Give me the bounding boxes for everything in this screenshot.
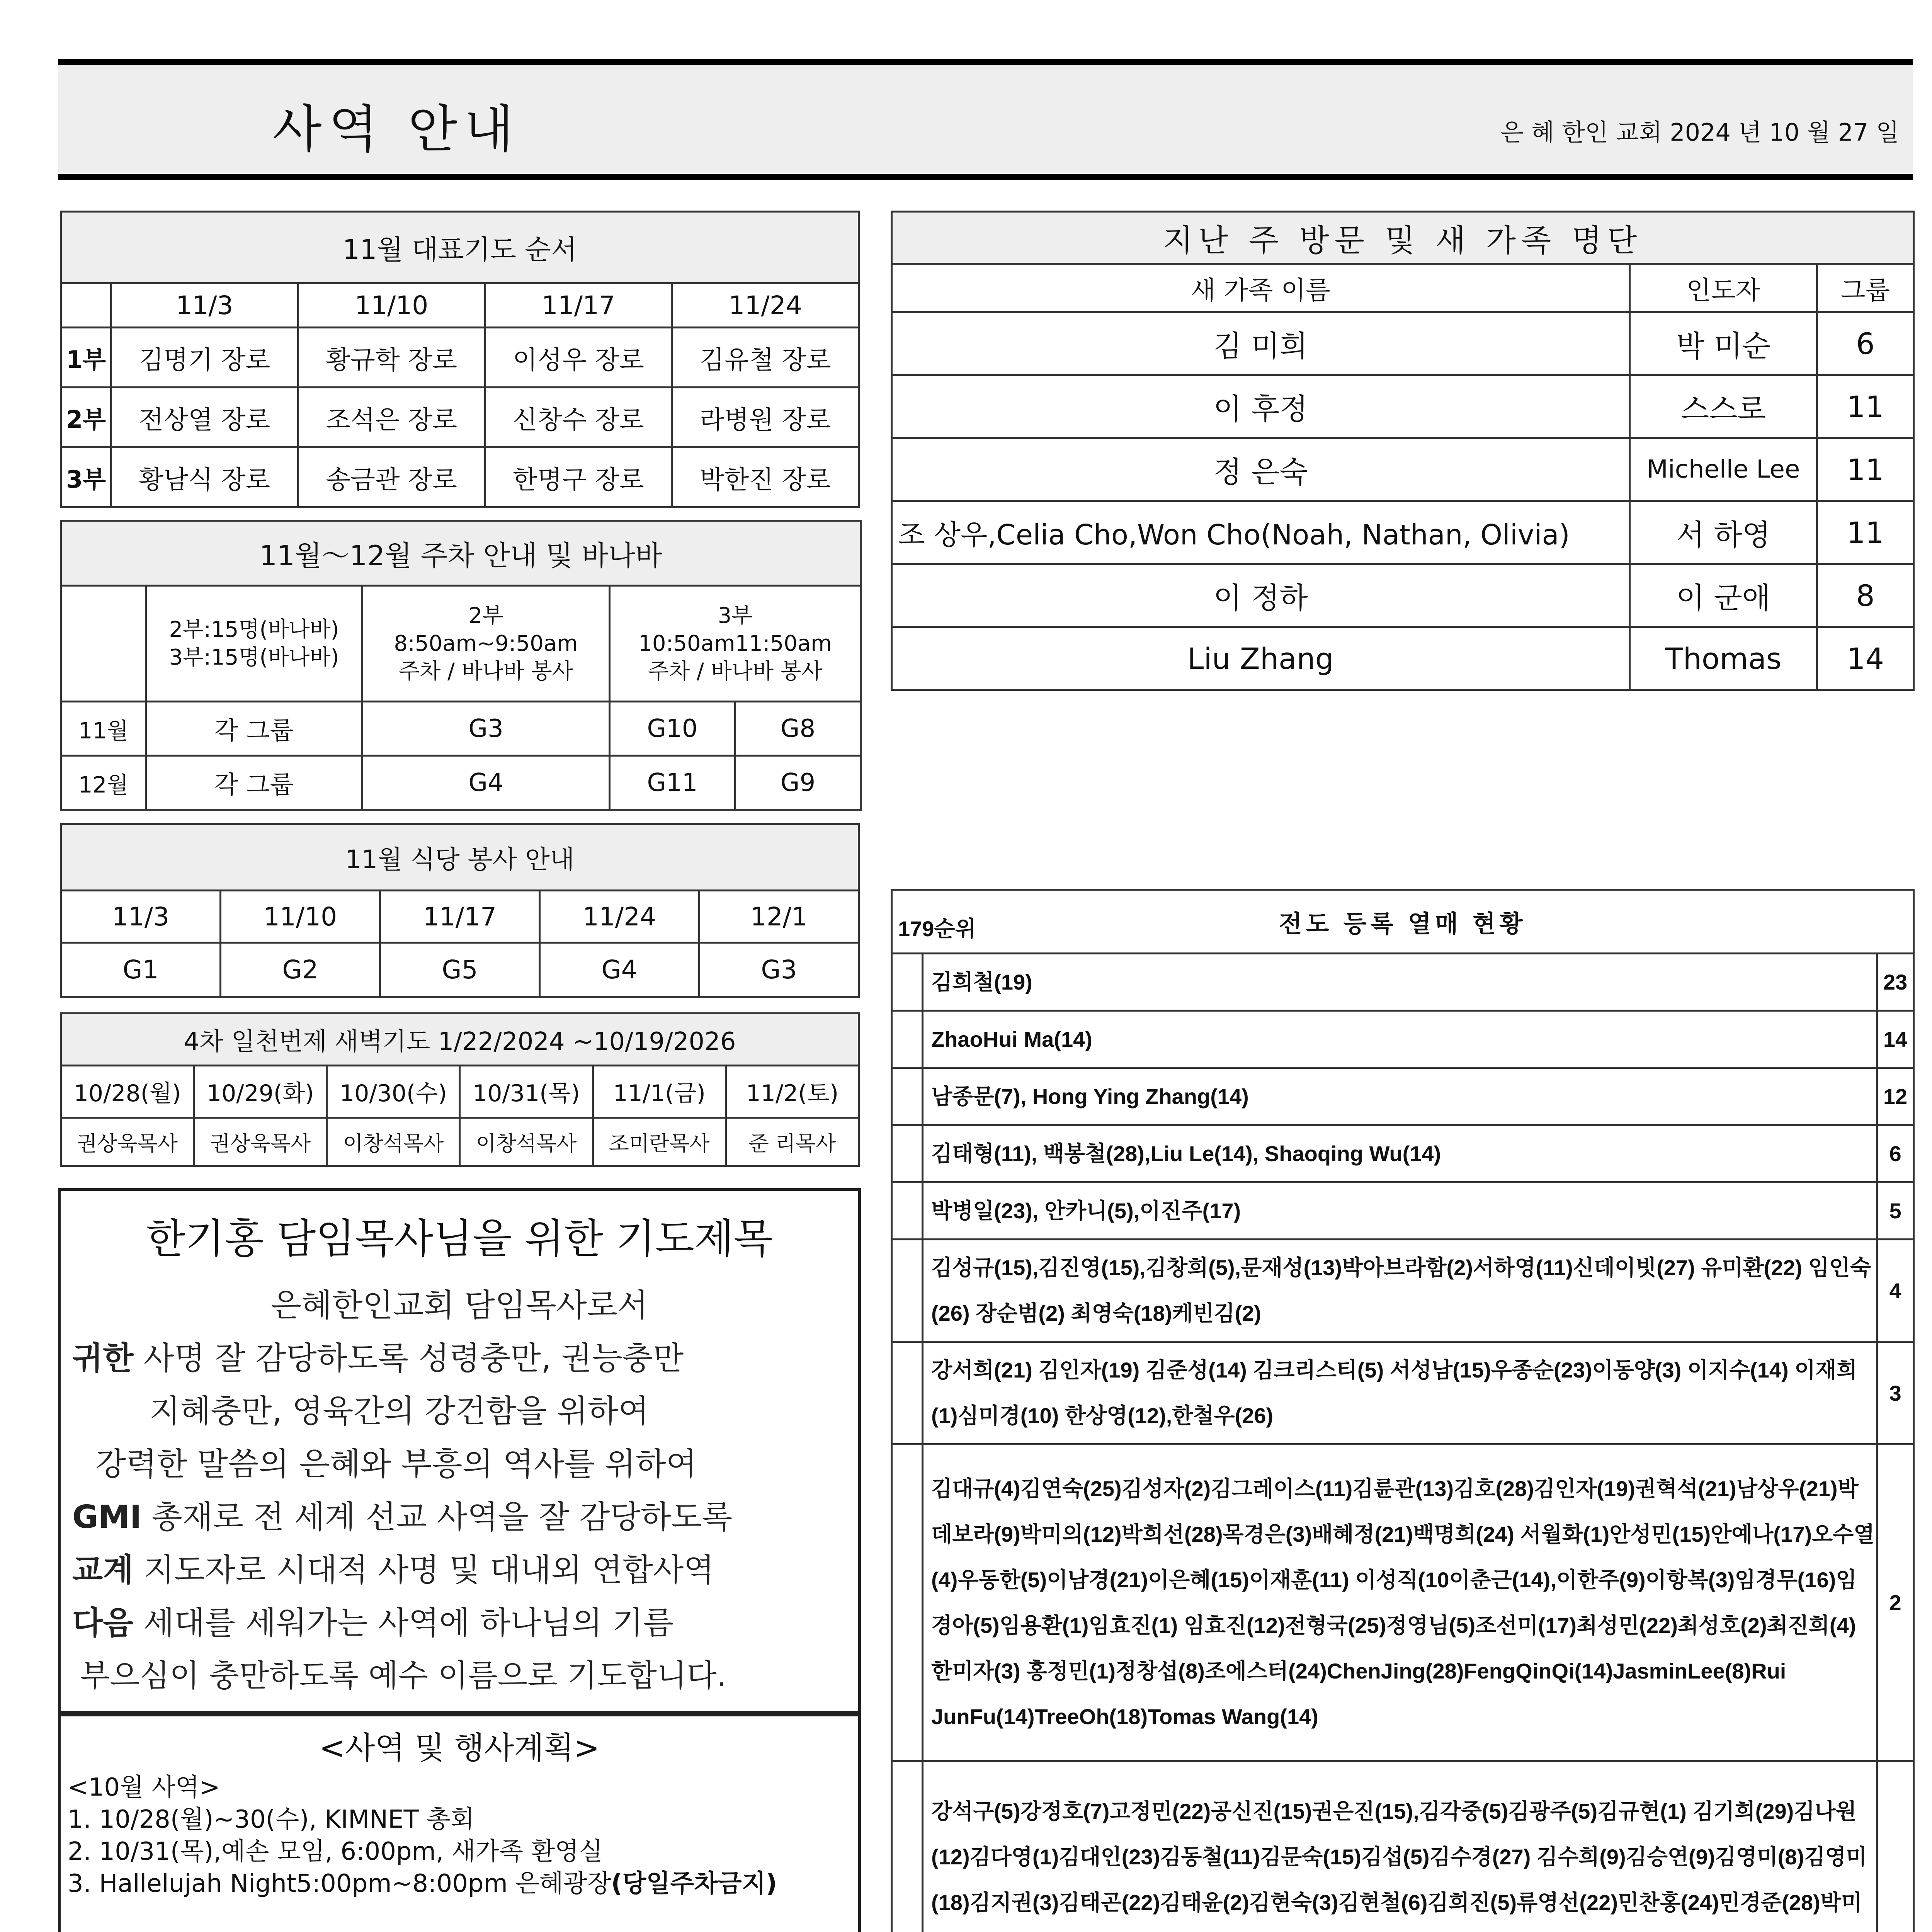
pastor-cell: 이창석목사 bbox=[327, 1118, 460, 1166]
fruit-count: 23 bbox=[1877, 954, 1914, 1011]
visitor-name: 조 상우,Celia Cho,Won Cho(Noah, Nathan, Olivia) bbox=[892, 501, 1630, 564]
fruit-count bbox=[1877, 1761, 1914, 1932]
visitor-guide: 박 미순 bbox=[1630, 312, 1817, 375]
prayer-topics-subtitle: 은혜한인교회 담임목사로서 bbox=[270, 1287, 648, 1324]
parking-group: G3 bbox=[362, 702, 610, 756]
visitor-guide: Michelle Lee bbox=[1630, 438, 1817, 501]
evangelism-table bbox=[891, 889, 1915, 1932]
date-cell: 10/30(수) bbox=[327, 1066, 460, 1118]
rank-label: 179순위 bbox=[898, 917, 976, 941]
blank-cell bbox=[892, 954, 923, 1011]
elder-name: 송금관 장로 bbox=[298, 447, 485, 507]
page-title: 사역 안내 bbox=[272, 100, 521, 159]
service-duty: 주차 / 바나바 봉사 bbox=[399, 658, 573, 684]
evangelism-header bbox=[892, 890, 1914, 954]
fruit-names: 김희철(19) bbox=[923, 954, 1877, 1011]
church-date: 은 혜 한인 교회 2024 년 10 월 27 일 bbox=[1500, 118, 1899, 146]
fruit-names: 남종문(7), Hong Ying Zhang(14) bbox=[923, 1068, 1877, 1125]
column-header: 인도자 bbox=[1630, 264, 1817, 312]
fruit-names: 김대규(4)김연숙(25)김성자(2)김그레이스(11)김륜관(13)김호(28)김인자(19)권혁석(21)남상우(21)박데보라(9)박미의(12)박희선(28)목경은(3)배혜정(21)백명희(24) 서월화(1)안성민(15)안예나(17)오수열(4)우동한(5)이남경(21)이은혜(15)이재훈(11) 이성직(10이춘근(14),이한주(9)이항복(3)임경무(16)임경아(5)임용환(1)임효진(1) 임효진(12)전형국(25)정영님(5)조선미(17)최성민(22)최성호(2)최진희(4)한미자(3) 홍정민(1)정창섭(8)조에스터(24)ChenJing(28)FengQinQi(14)JasminLee(8)Rui JunFu(14)TreeOh(18)Tomas Wang(14) bbox=[923, 1444, 1877, 1761]
service-time: 8:50am~9:50am bbox=[394, 631, 578, 656]
elder-name: 라병원 장로 bbox=[672, 388, 859, 447]
prayer-order-table bbox=[60, 211, 860, 508]
service-label: 1부 bbox=[61, 328, 111, 388]
service-capacity bbox=[146, 586, 362, 702]
fruit-count: 14 bbox=[1877, 1011, 1914, 1068]
elder-name: 신창수 장로 bbox=[485, 388, 672, 447]
prayer-keyword: 귀한 bbox=[72, 1340, 134, 1377]
evangelism-title: 전도 등록 열매 현황 bbox=[1279, 910, 1527, 937]
events-box bbox=[58, 1714, 861, 1932]
prayer-text: 사명 잘 감당하도록 성령충만, 권능충만 bbox=[133, 1340, 684, 1377]
pastor-cell: 준 리목사 bbox=[726, 1118, 859, 1166]
service-label: 3부 bbox=[718, 603, 753, 628]
pastor-cell: 이창석목사 bbox=[460, 1118, 593, 1166]
prayer-keyword: GMI bbox=[72, 1499, 142, 1536]
service-3-time bbox=[610, 586, 861, 702]
month-label: 12월 bbox=[61, 756, 146, 810]
blank-cell bbox=[892, 1125, 923, 1182]
empty-cell bbox=[61, 283, 111, 328]
prayer-line bbox=[61, 1598, 858, 1643]
parking-group: G9 bbox=[735, 756, 861, 810]
group-cell: G4 bbox=[540, 943, 699, 997]
date-cell: 10/28(월) bbox=[61, 1066, 194, 1118]
visitors-table bbox=[891, 211, 1915, 691]
page-header bbox=[58, 65, 1913, 180]
prayer-order-title: 11월 대표기도 순서 bbox=[61, 212, 859, 283]
events-title: <사역 및 행사계획> bbox=[319, 1730, 600, 1766]
prayer-keyword: 교계 bbox=[72, 1552, 134, 1588]
prayer-line bbox=[61, 1492, 858, 1537]
fruit-count: 2 bbox=[1877, 1444, 1914, 1761]
date-cell: 11/24 bbox=[540, 891, 699, 943]
dawn-prayer-table bbox=[60, 1012, 860, 1167]
visitor-guide: 스스로 bbox=[1630, 375, 1817, 438]
service-duty: 주차 / 바나바 봉사 bbox=[648, 658, 822, 684]
spacer bbox=[61, 1900, 858, 1932]
cafeteria-table bbox=[60, 823, 860, 998]
service-time: 10:50am11:50am bbox=[638, 631, 832, 656]
visitor-group: 11 bbox=[1817, 375, 1914, 438]
prayer-text: 세대를 세워가는 사역에 하나님의 기름 bbox=[133, 1605, 674, 1641]
prayer-text: 지도자로 시대적 사명 및 대내외 연합사역 bbox=[133, 1552, 714, 1588]
prayer-line: 지혜충만, 영육간의 강건함을 위하여 bbox=[150, 1393, 649, 1430]
visitor-name: Liu Zhang bbox=[892, 627, 1630, 690]
fruit-names: 강석구(5)강정호(7)고정민(22)공신진(15)권은진(15),김각중(5)김광주(5)김규현(1) 김기희(29)김나원(12)김다영(1)김대인(23)김동철(11)김문숙(15)김섭(5)김수경(27) 김수희(9)김승연(9)김영미(8)김영미(18)김지권(3)김태곤(22)김태윤(2)김현숙(3)김현철(6)김희진(5)류영선(22)민찬홍(24)민경준(28)박미 bbox=[923, 1761, 1877, 1932]
elder-name: 전상열 장로 bbox=[111, 388, 298, 447]
date-cell: 11/24 bbox=[672, 283, 859, 328]
parking-table bbox=[60, 520, 862, 811]
visitor-name: 정 은숙 bbox=[892, 438, 1630, 501]
date-cell: 12/1 bbox=[699, 891, 859, 943]
capacity-line: 2부:15명(바나바) bbox=[169, 617, 339, 642]
parking-group: G11 bbox=[610, 756, 735, 810]
group-cell: G3 bbox=[699, 943, 859, 997]
elder-name: 조석은 장로 bbox=[298, 388, 485, 447]
blank-cell bbox=[892, 1761, 923, 1932]
elder-name: 황남식 장로 bbox=[111, 447, 298, 507]
parking-group: G4 bbox=[362, 756, 610, 810]
blank-cell bbox=[892, 1182, 923, 1240]
pastor-cell: 권상욱목사 bbox=[194, 1118, 327, 1166]
date-cell: 11/3 bbox=[111, 283, 298, 328]
visitor-group: 8 bbox=[1817, 564, 1914, 627]
visitor-guide: Thomas bbox=[1630, 627, 1817, 690]
fruit-count: 12 bbox=[1877, 1068, 1914, 1125]
blank-cell bbox=[892, 1068, 923, 1125]
elder-name: 김유철 장로 bbox=[672, 328, 859, 388]
visitor-group: 11 bbox=[1817, 438, 1914, 501]
prayer-line bbox=[61, 1545, 858, 1590]
visitor-name: 김 미희 bbox=[892, 312, 1630, 375]
parking-group: 각 그룹 bbox=[146, 756, 362, 810]
event-item bbox=[61, 1868, 858, 1900]
elder-name: 김명기 장로 bbox=[111, 328, 298, 388]
visitor-group: 14 bbox=[1817, 627, 1914, 690]
visitor-group: 6 bbox=[1817, 312, 1914, 375]
fruit-count: 4 bbox=[1877, 1240, 1914, 1342]
date-cell: 11/2(토) bbox=[726, 1066, 859, 1118]
fruit-names: 강서희(21) 김인자(19) 김준성(14) 김크리스티(5) 서성남(15)우종순(23)이동양(3) 이지수(14) 이재희(1)심미경(10) 한상영(12),한철우(26) bbox=[923, 1342, 1877, 1444]
dawn-prayer-title: 4차 일천번제 새벽기도 1/22/2024 ~10/19/2026 bbox=[61, 1014, 859, 1066]
top-rule bbox=[58, 59, 1913, 65]
visitor-guide: 이 군애 bbox=[1630, 564, 1817, 627]
section-heading: <10월 사역> bbox=[68, 1773, 220, 1802]
visitor-name: 이 후정 bbox=[892, 375, 1630, 438]
service-label: 3부 bbox=[61, 447, 111, 507]
blank-cell bbox=[892, 1240, 923, 1342]
event-text: 3. Hallelujah Night5:00pm~8:00pm 은혜광장 bbox=[68, 1869, 611, 1898]
fruit-names: ZhaoHui Ma(14) bbox=[923, 1011, 1877, 1068]
column-header: 그룹 bbox=[1817, 264, 1914, 312]
date-cell: 11/10 bbox=[221, 891, 380, 943]
event-item: 2. 10/31(목),예손 모임, 6:00pm, 새가족 환영실 bbox=[68, 1837, 603, 1866]
group-cell: G1 bbox=[61, 943, 221, 997]
prayer-topics-title: 한기홍 담임목사님을 위한 기도제목 bbox=[146, 1215, 773, 1262]
visitors-title: 지난 주 방문 및 새 가족 명단 bbox=[892, 212, 1914, 264]
month-label: 11월 bbox=[61, 702, 146, 756]
prayer-text: 총재로 전 세계 선교 사역을 잘 감당하도록 bbox=[141, 1499, 733, 1536]
event-note: (당일주차금지) bbox=[611, 1869, 777, 1898]
date-cell: 11/10 bbox=[298, 283, 485, 328]
service-label: 2부 bbox=[468, 603, 503, 628]
blank-cell bbox=[892, 1444, 923, 1761]
parking-group: G8 bbox=[735, 702, 861, 756]
service-2-time bbox=[362, 586, 610, 702]
date-cell: 11/1(금) bbox=[593, 1066, 726, 1118]
date-cell: 10/31(목) bbox=[460, 1066, 593, 1118]
service-label: 2부 bbox=[61, 388, 111, 447]
fruit-count: 5 bbox=[1877, 1182, 1914, 1240]
elder-name: 한명구 장로 bbox=[485, 447, 672, 507]
prayer-keyword: 다음 bbox=[72, 1605, 134, 1641]
prayer-line: 부으심이 충만하도록 예수 이름으로 기도합니다. bbox=[80, 1658, 726, 1694]
pastor-cell: 권상욱목사 bbox=[61, 1118, 194, 1166]
blank-cell bbox=[892, 1342, 923, 1444]
elder-name: 황규학 장로 bbox=[298, 328, 485, 388]
fruit-names: 김태형(11), 백봉철(28),Liu Le(14), Shaoqing Wu(14) bbox=[923, 1125, 1877, 1182]
date-cell: 10/29(화) bbox=[194, 1066, 327, 1118]
empty-cell bbox=[61, 586, 146, 702]
visitor-guide: 서 하영 bbox=[1630, 501, 1817, 564]
prayer-line: 강력한 말씀의 은혜와 부흥의 역사를 위하여 bbox=[95, 1446, 697, 1483]
visitor-name: 이 정하 bbox=[892, 564, 1630, 627]
fruit-names: 박병일(23), 안카니(5),이진주(17) bbox=[923, 1182, 1877, 1240]
prayer-line bbox=[61, 1333, 858, 1378]
fruit-count: 3 bbox=[1877, 1342, 1914, 1444]
blank-cell bbox=[892, 1011, 923, 1068]
prayer-topics-box bbox=[58, 1188, 861, 1714]
parking-title: 11월～12월 주차 안내 및 바나바 bbox=[61, 521, 861, 586]
group-cell: G5 bbox=[380, 943, 540, 997]
fruit-names: 김성규(15),김진영(15),김창희(5),문재성(13)박아브라함(2)서하영(11)신데이빗(27) 유미환(22) 임인숙(26) 장순범(2) 최영숙(18)케빈김(2) bbox=[923, 1240, 1877, 1342]
capacity-line: 3부:15명(바나바) bbox=[169, 645, 339, 670]
visitor-group: 11 bbox=[1817, 501, 1914, 564]
elder-name: 이성우 장로 bbox=[485, 328, 672, 388]
column-header: 새 가족 이름 bbox=[892, 264, 1630, 312]
cafeteria-title: 11월 식당 봉사 안내 bbox=[61, 824, 859, 891]
date-cell: 11/3 bbox=[61, 891, 221, 943]
date-cell: 11/17 bbox=[485, 283, 672, 328]
parking-group: 각 그룹 bbox=[146, 702, 362, 756]
event-item: 1. 10/28(월)~30(수), KIMNET 총회 bbox=[68, 1805, 474, 1834]
date-cell: 11/17 bbox=[380, 891, 540, 943]
pastor-cell: 조미란목사 bbox=[593, 1118, 726, 1166]
parking-group: G10 bbox=[610, 702, 735, 756]
elder-name: 박한진 장로 bbox=[672, 447, 859, 507]
group-cell: G2 bbox=[221, 943, 380, 997]
fruit-count: 6 bbox=[1877, 1125, 1914, 1182]
